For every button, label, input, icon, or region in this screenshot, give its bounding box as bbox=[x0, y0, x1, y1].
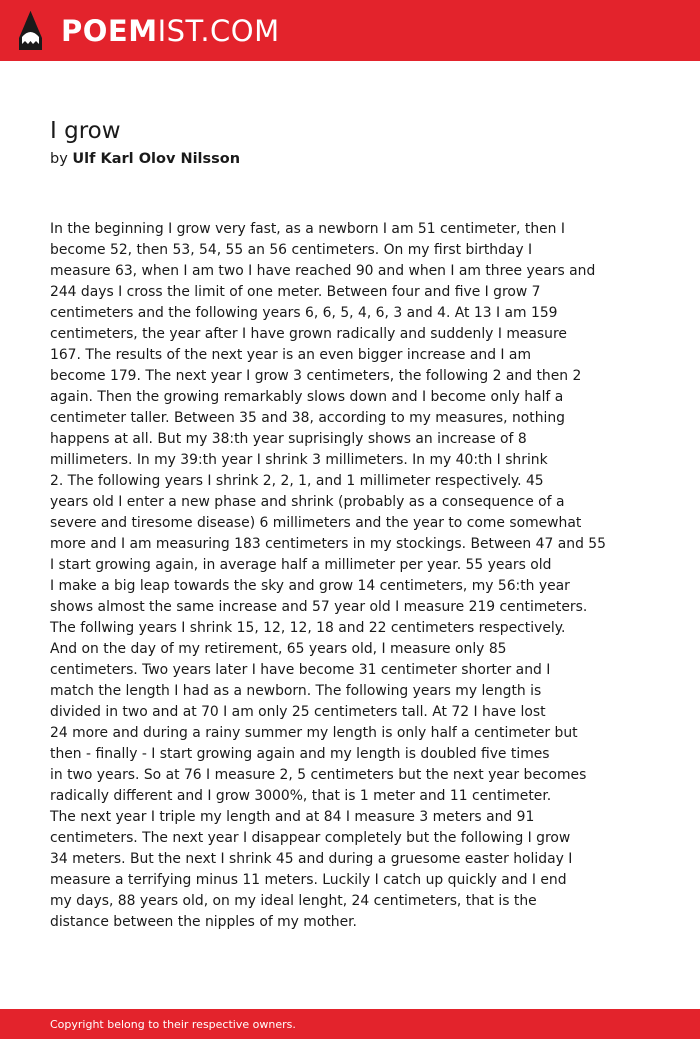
poem-byline bbox=[50, 149, 240, 169]
poem-line: severe and tiresome disease) 6 millimeters and the year to come somewhat bbox=[50, 515, 582, 531]
poem-line: 24 more and during a rainy summer my length is only half a centimeter but bbox=[50, 725, 578, 741]
poem-line: in two years. So at 76 I measure 2, 5 centimeters but the next year becomes bbox=[50, 767, 587, 783]
copyright-notice: Copyright belong to their respective owners. bbox=[50, 1018, 296, 1031]
poem-line: 2. The following years I shrink 2, 2, 1, and 1 millimeter respectively. 45 bbox=[50, 473, 544, 489]
by-label: by bbox=[50, 151, 68, 167]
poem-line: then - finally - I start growing again and my length is doubled five times bbox=[50, 746, 550, 762]
poem-body bbox=[50, 219, 650, 933]
poem-line: measure a terrifying minus 11 meters. Luckily I catch up quickly and I end bbox=[50, 872, 567, 888]
poem-line: years old I enter a new phase and shrink (probably as a consequence of a bbox=[50, 494, 565, 510]
poem-line: centimeter taller. Between 35 and 38, according to my measures, nothing bbox=[50, 410, 565, 426]
brand-name-bold: POEM bbox=[61, 14, 158, 48]
pencil-icon[interactable] bbox=[18, 10, 43, 52]
poem-line: centimeters. The next year I disappear completely but the following I grow bbox=[50, 830, 571, 846]
poem-line: centimeters and the following years 6, 6, 5, 4, 6, 3 and 4. At 13 I am 159 bbox=[50, 305, 558, 321]
poem-line: The next year I triple my length and at 84 I measure 3 meters and 91 bbox=[50, 809, 535, 825]
site-footer bbox=[0, 1009, 700, 1039]
poem-line: match the length I had as a newborn. The following years my length is bbox=[50, 683, 542, 699]
site-logo-link[interactable] bbox=[61, 11, 280, 51]
poem-line: divided in two and at 70 I am only 25 centimeters tall. At 72 I have lost bbox=[50, 704, 546, 720]
poem-line: distance between the nipples of my mother. bbox=[50, 914, 357, 930]
poem-line: centimeters, the year after I have grown radically and suddenly I measure bbox=[50, 326, 567, 342]
poem-line: shows almost the same increase and 57 year old I measure 219 centimeters. bbox=[50, 599, 588, 615]
brand-name-light: IST.COM bbox=[157, 14, 280, 48]
poem-line: my days, 88 years old, on my ideal lenght, 24 centimeters, that is the bbox=[50, 893, 537, 909]
poem-line: The follwing years I shrink 15, 12, 12, 18 and 22 centimeters respectively. bbox=[50, 620, 566, 636]
poem-line: more and I am measuring 183 centimeters in my stockings. Between 47 and 55 bbox=[50, 536, 606, 552]
site-header bbox=[0, 0, 700, 61]
poem-line: I start growing again, in average half a millimeter per year. 55 years old bbox=[50, 557, 552, 573]
poem-line: centimeters. Two years later I have become 31 centimeter shorter and I bbox=[50, 662, 551, 678]
poem-line: 167. The results of the next year is an even bigger increase and I am bbox=[50, 347, 531, 363]
poem-line: become 52, then 53, 54, 55 an 56 centimeters. On my first birthday I bbox=[50, 242, 533, 258]
poem-line: radically different and I grow 3000%, that is 1 meter and 11 centimeter. bbox=[50, 788, 552, 804]
poem-line: measure 63, when I am two I have reached 90 and when I am three years and bbox=[50, 263, 596, 279]
author-name: Ulf Karl Olov Nilsson bbox=[72, 151, 241, 167]
poem-title: I grow bbox=[50, 118, 121, 144]
poem-line: I make a big leap towards the sky and grow 14 centimeters, my 56:th year bbox=[50, 578, 570, 594]
poem-line: 244 days I cross the limit of one meter. Between four and five I grow 7 bbox=[50, 284, 541, 300]
poem-line: millimeters. In my 39:th year I shrink 3 millimeters. In my 40:th I shrink bbox=[50, 452, 548, 468]
poem-line: And on the day of my retirement, 65 years old, I measure only 85 bbox=[50, 641, 507, 657]
poem-line: happens at all. But my 38:th year suprisingly shows an increase of 8 bbox=[50, 431, 527, 447]
poem-line: In the beginning I grow very fast, as a newborn I am 51 centimeter, then I bbox=[50, 221, 565, 237]
poem-line: become 179. The next year I grow 3 centimeters, the following 2 and then 2 bbox=[50, 368, 582, 384]
poem-line: again. Then the growing remarkably slows down and I become only half a bbox=[50, 389, 564, 405]
poem-line: 34 meters. But the next I shrink 45 and during a gruesome easter holiday I bbox=[50, 851, 573, 867]
